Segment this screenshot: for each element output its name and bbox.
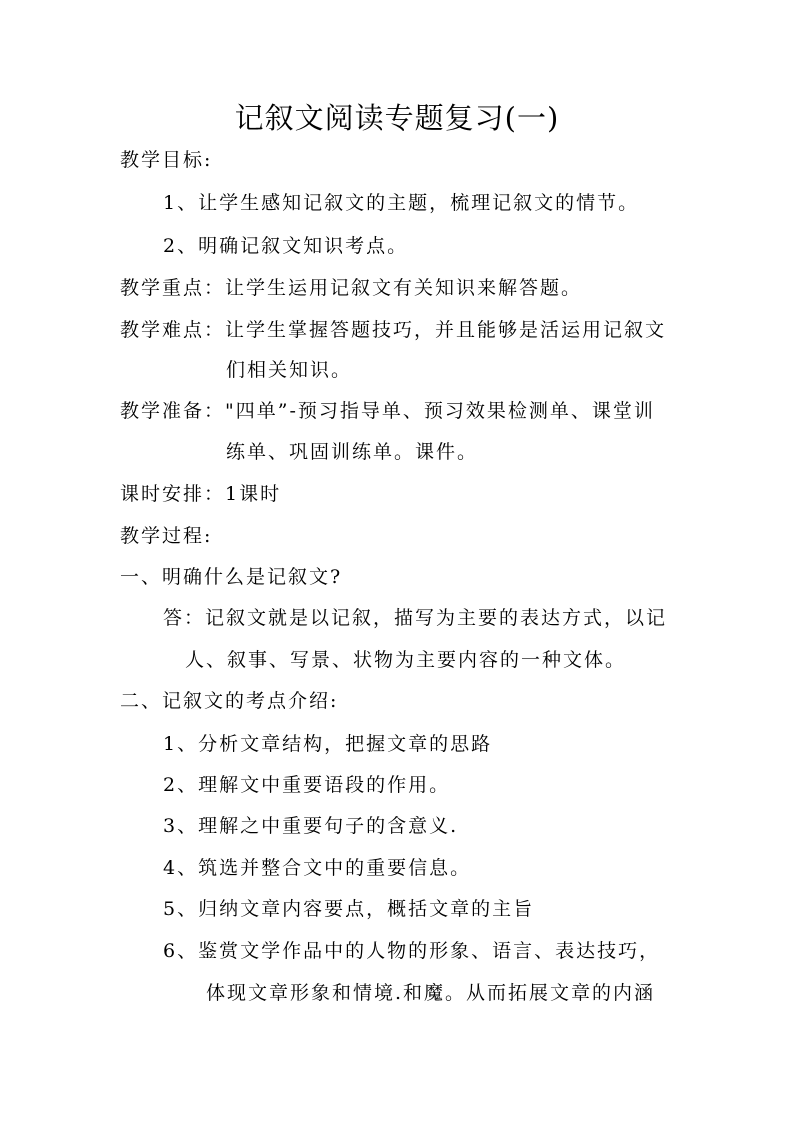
exam-point-item: 3、理解之中重要句子的含意义. bbox=[163, 815, 459, 837]
objective-item: 2、明确记叙文知识考点。 bbox=[163, 235, 409, 257]
objective-item: 1、让学生感知记叙文的主题，梳理记叙文的情节。 bbox=[163, 192, 640, 214]
exam-point-item: 5、归纳文章内容要点，概括文章的主旨 bbox=[163, 898, 535, 920]
section-answer-continued: 人、叙事、写景、状物为主要内容的一种文体。 bbox=[185, 649, 627, 671]
process-label: 教学过程: bbox=[120, 525, 213, 547]
section-heading: 一、明确什么是记叙文? bbox=[120, 566, 343, 588]
preparation-line-continued: 练单、巩固训练单。课件。 bbox=[226, 441, 479, 463]
exam-point-item: 2、理解文中重要语段的作用。 bbox=[163, 774, 451, 796]
section-heading: 二、记叙文的考点介绍: bbox=[120, 690, 339, 712]
objectives-label: 教学目标: bbox=[120, 149, 213, 171]
exam-point-item: 1、分析文章结构，把握文章的思路 bbox=[163, 733, 493, 755]
difficulty-line-continued: 们相关知识。 bbox=[226, 359, 353, 381]
difficulty-line: 教学难点：让学生掌握答题技巧，并且能够是活运用记叙文 bbox=[120, 319, 667, 341]
key-point: 教学重点：让学生运用记叙文有关知识来解答题。 bbox=[120, 277, 583, 299]
exam-point-item: 4、筑选并整合文中的重要信息。 bbox=[163, 857, 472, 879]
preparation-line: 教学准备："四单”-预习指导单、预习效果检测单、课堂训 bbox=[120, 400, 655, 422]
schedule: 课时安排：1课时 bbox=[120, 483, 282, 505]
exam-point-item: 6、鉴赏文学作品中的人物的形象、语言、表达技巧， bbox=[163, 940, 661, 962]
document-title: 记叙文阅读专题复习(一) bbox=[234, 101, 560, 135]
section-answer: 答：记叙文就是以记叙，描写为主要的表达方式，以记 bbox=[163, 607, 668, 629]
exam-point-item-continued: 体现文章形象和情境.和魔。从而拓展文章的内涵 bbox=[206, 982, 656, 1004]
